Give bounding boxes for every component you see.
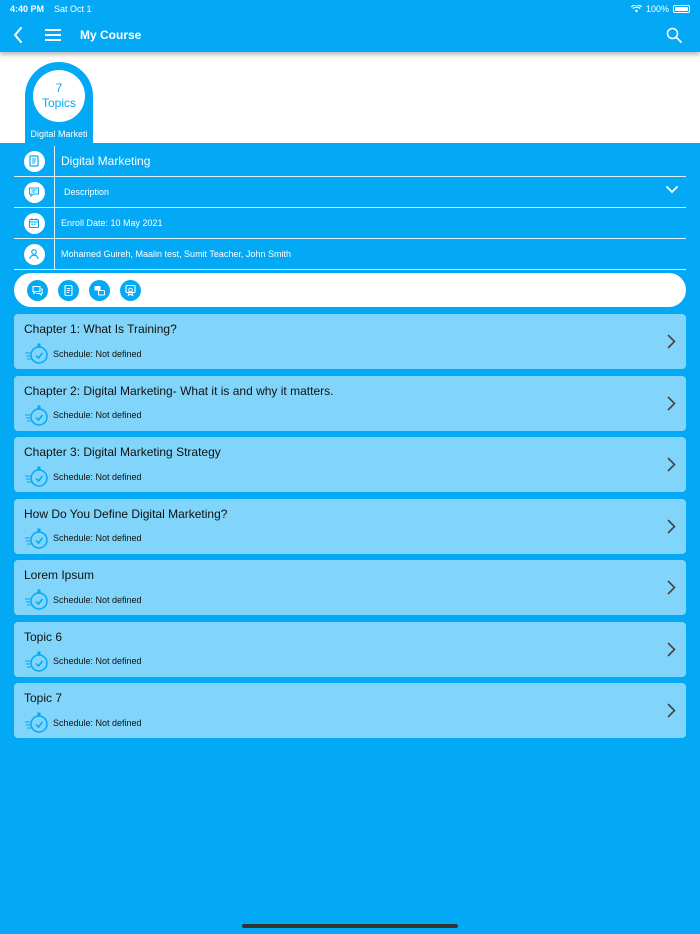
schedule-text: Schedule: Not defined [53,594,142,605]
messages-button[interactable] [89,280,110,301]
topic-card[interactable] [14,560,686,615]
assignments-button[interactable] [58,280,79,301]
chevron-down-icon [666,186,678,194]
topic-title: Chapter 1: What Is Training? [24,322,177,336]
message-bubbles-icon [93,284,106,297]
chevron-right-icon [667,334,676,349]
document-icon [62,284,75,297]
course-header [0,52,700,143]
back-chevron-icon [13,27,23,43]
stopwatch-icon [24,709,51,736]
course-tab-label: Digital Marketi [30,129,88,139]
status-date: Sat Oct 1 [54,3,92,14]
status-time: 4:40 PM [10,3,45,14]
topic-schedule [24,402,142,429]
topic-schedule [24,709,142,736]
chevron-right-icon [667,457,676,472]
teachers-row [14,239,686,270]
topic-schedule [24,525,142,552]
topic-card[interactable] [14,683,686,738]
stopwatch-icon [24,586,51,613]
discussion-button[interactable] [27,280,48,301]
schedule-text: Schedule: Not defined [53,410,142,420]
schedule-text: Schedule: Not defined [53,717,142,728]
topic-schedule [24,586,142,613]
topic-title: Chapter 2: Digital Marketing- What it is and why it matters. [24,383,334,398]
menu-button[interactable] [36,17,70,52]
schedule-text: Schedule: Not defined [53,533,142,543]
topic-title: Chapter 3: Digital Marketing Strategy [24,445,221,459]
course-title-row [14,146,686,177]
schedule-text: Schedule: Not defined [53,348,142,359]
chevron-right-icon [667,396,676,411]
topic-schedule [24,463,142,490]
wifi-icon [631,5,642,13]
stopwatch-icon [24,463,51,490]
schedule-text: Schedule: Not defined [53,656,142,666]
page-title: My Course [80,27,142,42]
battery-percent: 100% [645,3,669,14]
topic-list [14,314,686,745]
enroll-date-row [14,208,686,239]
course-actions-bar [14,273,686,307]
stopwatch-icon [24,340,51,367]
chevron-right-icon [667,703,676,718]
status-indicators [631,4,690,14]
search-icon [666,27,682,43]
topic-title: How Do You Define Digital Marketing? [24,506,228,521]
certificate-button[interactable] [120,280,141,301]
topic-card[interactable] [14,622,686,677]
battery-icon [673,5,690,13]
certificate-icon [124,284,137,297]
chevron-right-icon [667,642,676,657]
home-indicator[interactable] [242,924,458,928]
chat-icon [31,284,44,297]
back-button[interactable] [0,17,36,52]
topic-schedule [24,648,142,675]
enroll-date: Enroll Date: 10 May 2021 [61,218,163,228]
topic-count-label: Topics [41,96,76,110]
topic-card[interactable] [14,314,686,369]
calendar-icon [24,213,45,234]
nav-bar [0,17,700,52]
teacher-icon [24,244,45,265]
stopwatch-icon [24,648,51,675]
chevron-right-icon [667,580,676,595]
stopwatch-icon [24,402,51,429]
topic-card[interactable] [14,499,686,554]
topic-schedule [24,340,142,367]
topic-title: Topic 6 [24,629,63,644]
hamburger-icon [45,29,61,41]
description-label: Description [64,187,110,197]
topic-card[interactable] [14,376,686,431]
topic-count-badge [33,70,85,122]
book-icon [24,151,45,172]
course-tab[interactable] [25,62,93,143]
status-bar [0,0,700,17]
teachers-list: Mohamed Guireh, Maalin test, Sumit Teacher, John Smith [61,249,291,259]
topic-title: Topic 7 [24,691,63,705]
course-title: Digital Marketing [61,154,151,168]
schedule-text: Schedule: Not defined [53,471,142,482]
chevron-right-icon [667,519,676,534]
topic-card[interactable] [14,437,686,492]
comment-icon [24,182,45,203]
course-info [14,146,686,270]
stopwatch-icon [24,525,51,552]
search-button[interactable] [654,17,694,52]
topic-title: Lorem Ipsum [24,568,95,582]
description-row[interactable] [14,177,686,208]
topic-count: 7 [55,81,63,95]
